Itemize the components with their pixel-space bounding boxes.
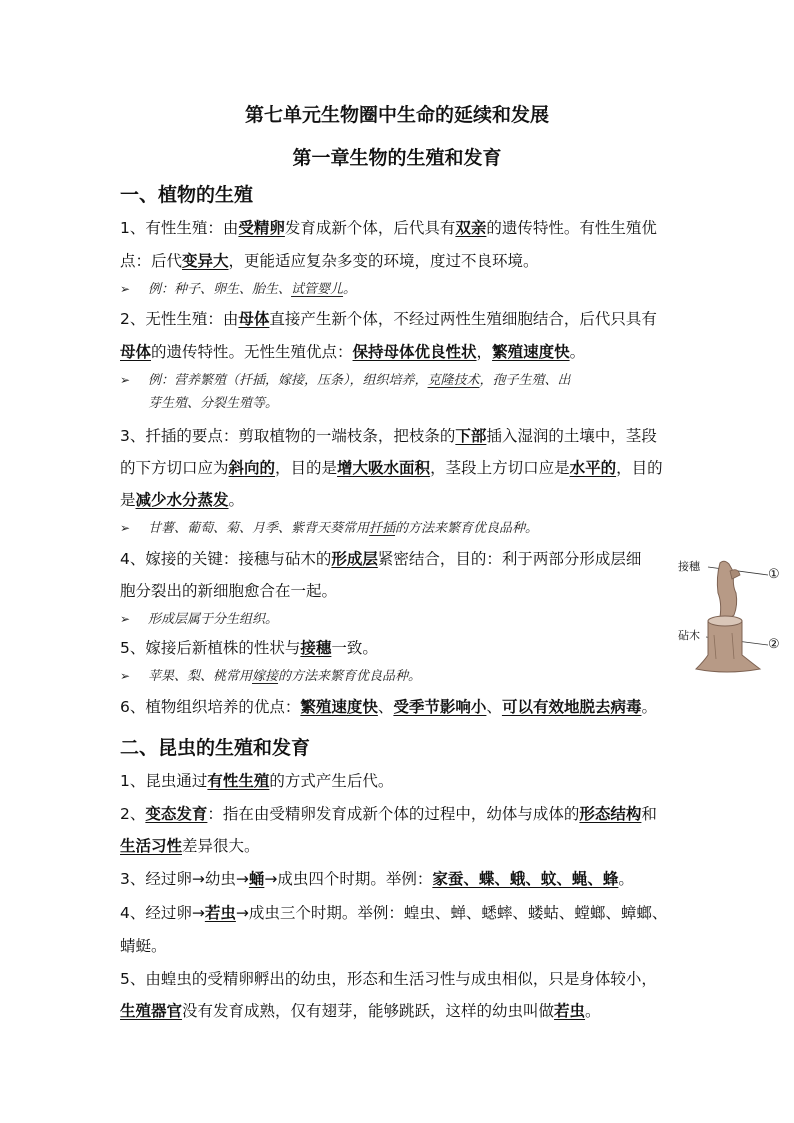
paragraph-6: 6、植物组织培养的优点：繁殖速度快、受季节影响小、可以有效地脱去病毒。 bbox=[120, 698, 657, 716]
scion-label: 接穗 bbox=[678, 560, 700, 573]
marker-2: ② bbox=[768, 637, 780, 652]
paragraph-1-line-2: 点：后代变异大，更能适应复杂多变的环境，度过不良环境。 bbox=[120, 252, 539, 270]
insect-paragraph-2-line-2: 生活习性差异很大。 bbox=[120, 837, 260, 855]
chapter-title: 第一章生物的生殖和发育 bbox=[292, 147, 502, 169]
paragraph-4-line-2: 胞分裂出的新细胞愈合在一起。 bbox=[120, 582, 338, 600]
note-2-line-2: 芽生殖、分裂生殖等。 bbox=[148, 396, 279, 411]
paragraph-2-line-1: 2、无性生殖：由母体直接产生新个体，不经过两性生殖细胞结合，后代只具有 bbox=[120, 310, 657, 328]
paragraph-3-line-3: 是减少水分蒸发。 bbox=[120, 491, 245, 509]
paragraph-4-line-1: 4、嫁接的关键：接穗与砧木的形成层紧密结合，目的：利于两部分形成层细 bbox=[120, 550, 642, 568]
note-5: ➢ 苹果、梨、桃常用嫁接的方法来繁育优良品种。 bbox=[120, 669, 422, 684]
note-3: ➢ 甘薯、葡萄、菊、月季、紫背天葵常用扦插的方法来繁育优良品种。 bbox=[120, 521, 539, 536]
rootstock-label: 砧木 bbox=[678, 629, 700, 642]
insect-paragraph-4-line-1: 4、经过卵→若虫→成虫三个时期。举例：蝗虫、蝉、蟋蟀、蝼蛄、螳螂、蟑螂、 bbox=[120, 904, 668, 922]
note-4: ➢ 形成层属于分生组织。 bbox=[120, 612, 279, 627]
paragraph-1-line-1: 1、有性生殖：由受精卵发育成新个体，后代具有双亲的遗传特性。有性生殖优 bbox=[120, 219, 657, 237]
insect-paragraph-3: 3、经过卵→幼虫→蛹→成虫四个时期。举例：家蚕、蝶、蛾、蚊、蝇、蜂。 bbox=[120, 870, 634, 888]
paragraph-5: 5、嫁接后新植株的性状与接穗一致。 bbox=[120, 639, 378, 657]
note-1: ➢ 例：种子、卵生、胎生、试管婴儿。 bbox=[120, 282, 357, 297]
insect-paragraph-5-line-2: 生殖器官没有发育成熟，仅有翅芽，能够跳跃，这样的幼虫叫做若虫。 bbox=[120, 1002, 601, 1020]
paragraph-2-line-2: 母体的遗传特性。无性生殖优点：保持母体优良性状，繁殖速度快。 bbox=[120, 343, 586, 361]
insect-paragraph-4-line-2: 蜻蜓。 bbox=[120, 937, 167, 955]
insect-paragraph-2-line-1: 2、变态发育：指在由受精卵发育成新个体的过程中，幼体与成体的形态结构和 bbox=[120, 805, 657, 823]
insect-paragraph-1: 1、昆虫通过有性生殖的方式产生后代。 bbox=[120, 772, 394, 790]
marker-1: ① bbox=[768, 567, 780, 582]
insect-paragraph-5-line-1: 5、由蝗虫的受精卵孵出的幼虫，形态和生活习性与成虫相似，只是身体较小， bbox=[120, 970, 657, 988]
paragraph-3-line-2: 的下方切口应为斜向的，目的是增大吸水面积，茎段上方切口应是水平的，目的 bbox=[120, 459, 663, 477]
page-title: 第七单元生物圈中生命的延续和发展 bbox=[244, 104, 549, 126]
note-2-line-1: ➢ 例：营养繁殖（扦插，嫁接，压条），组织培养，克隆技术，孢子生殖、出 bbox=[120, 373, 571, 388]
section-heading-plants: 一、植物的生殖 bbox=[120, 184, 254, 206]
paragraph-3-line-1: 3、扦插的要点：剪取植物的一端枝条，把枝条的下部插入湿润的土壤中，茎段 bbox=[120, 427, 657, 445]
section-heading-insects: 二、昆虫的生殖和发育 bbox=[120, 737, 311, 759]
grafting-figure bbox=[676, 555, 794, 685]
